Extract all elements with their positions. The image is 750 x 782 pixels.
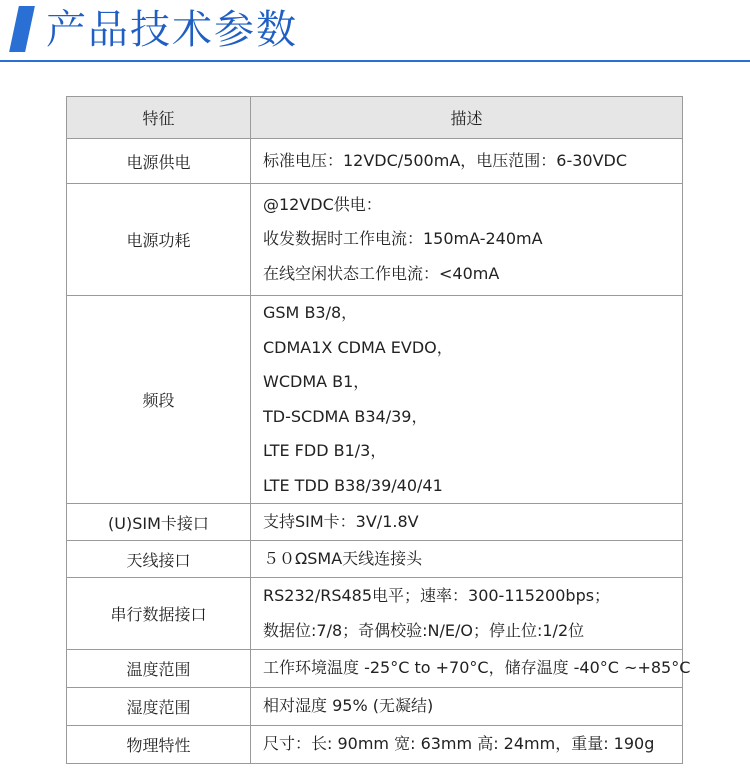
feature-cell: 串行数据接口 [67, 578, 251, 650]
table-row [67, 726, 683, 764]
table-row [67, 650, 683, 688]
feature-cell: 天线接口 [67, 541, 251, 578]
accent-slash-icon [9, 6, 35, 52]
feature-cell: (U)SIM卡接口 [67, 504, 251, 541]
description-line: 收发数据时工作电流：150mA-240mA [263, 229, 543, 249]
spec-table [66, 96, 691, 764]
header-feature: 特征 [67, 97, 251, 139]
description-line: 相对湿度 95% (无凝结) [263, 696, 434, 716]
description-cell [251, 650, 691, 688]
feature-cell: 电源供电 [67, 139, 251, 184]
description-cell [251, 578, 683, 650]
description-line: 数据位:7/8；奇偶校验:N/E/O；停止位:1/2位 [263, 620, 585, 640]
description-line: @12VDC供电： [263, 194, 382, 214]
header-divider [0, 60, 750, 62]
description-line: 支持SIM卡：3V/1.8V [263, 511, 419, 531]
section-header [0, 0, 750, 64]
feature-cell: 湿度范围 [67, 688, 251, 726]
description-cell [251, 296, 683, 504]
description-cell [251, 504, 683, 541]
description-line: 在线空闲状态工作电流：<40mA [263, 263, 500, 283]
feature-cell: 温度范围 [67, 650, 251, 688]
description-line: LTE TDD B38/39/40/41 [263, 475, 443, 495]
description-line: TD-SCDMA B34/39， [263, 406, 428, 426]
table-row [67, 296, 683, 504]
description-line: 工作环境温度 -25°C to +70°C，储存温度 -40°C ~+85°C [263, 658, 691, 678]
feature-cell: 电源功耗 [67, 184, 251, 296]
description-cell [251, 688, 683, 726]
table-row [67, 184, 683, 296]
header-description: 描述 [251, 97, 683, 139]
description-line: CDMA1X CDMA EVDO， [263, 337, 453, 357]
table-row [67, 139, 683, 184]
description-line: LTE FDD B1/3， [263, 441, 387, 460]
description-line: 尺寸：长: 90mm 宽: 63mm 高: 24mm，重量: 190g [263, 734, 655, 754]
page-title: 产品技术参数 [46, 7, 298, 53]
table-row [67, 504, 683, 541]
description-line: RS232/RS485电平；速率：300-115200bps； [263, 586, 611, 605]
table-row [67, 688, 683, 726]
description-cell [251, 184, 683, 296]
description-cell [251, 139, 683, 184]
table-header-row [67, 97, 683, 139]
description-line: GSM B3/8， [263, 303, 358, 322]
table-row [67, 578, 683, 650]
description-cell [251, 541, 683, 578]
description-line: ５０ΩSMA天线连接头 [263, 548, 423, 568]
description-cell [251, 726, 683, 764]
description-line: WCDMA B1， [263, 372, 370, 391]
description-line: 标准电压：12VDC/500mA，电压范围：6-30VDC [263, 150, 628, 170]
feature-cell: 频段 [67, 296, 251, 504]
feature-cell: 物理特性 [67, 726, 251, 764]
table-row [67, 541, 683, 578]
